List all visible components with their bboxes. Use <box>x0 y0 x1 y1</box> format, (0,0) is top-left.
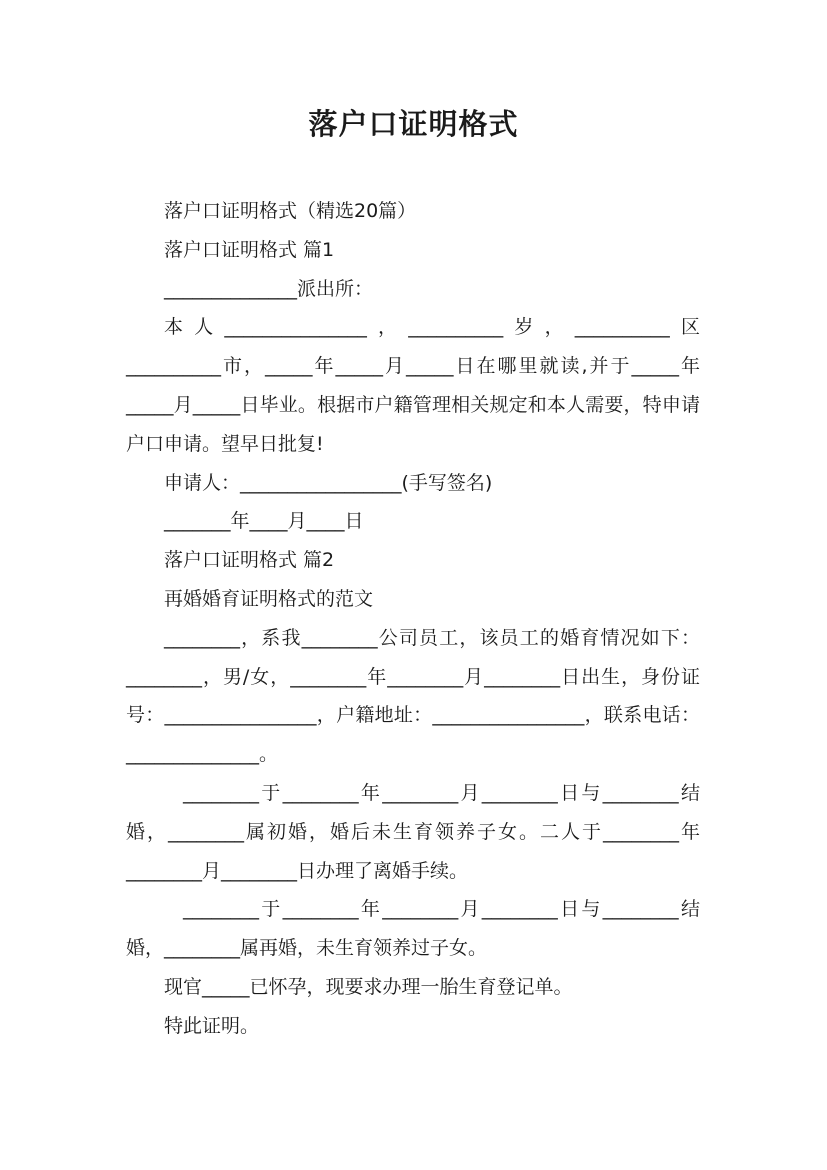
addressee-line: ______________派出所： <box>164 277 374 300</box>
applicant-signature-line: 申请人：_________________(手写签名) <box>164 471 493 494</box>
pregnancy-paragraph: 现官_____已怀孕，现要求办理一胎生育登记单。 <box>164 975 573 998</box>
statement-paragraph: 本人_______________，__________岁，__________区__________市，_____年_____月_____日在哪里就读,并于_____年_____月_____日毕业。根据市户籍管理相关规定和本人需要，特申请户口申请。望早日批复! <box>126 316 700 455</box>
remarriage-paragraph: ________于________年________月________日与________结婚，________属再婚，未生育领养过子女。 <box>126 898 700 960</box>
first-marriage-paragraph: ________于________年________月________日与________结婚，________属初婚，婚后未生育领养子女。二人于________年________月________日办理了离婚手续。 <box>126 781 700 882</box>
document-title: 落户口证明格式 <box>308 107 519 141</box>
document-body <box>126 192 700 1046</box>
section-heading-1: 落户口证明格式 篇1 <box>164 238 335 261</box>
intro-paragraph: 落户口证明格式（精选20篇） <box>164 200 417 222</box>
date-line: _______年____月____日 <box>164 510 364 533</box>
section-heading-2: 落户口证明格式 篇2 <box>164 549 335 572</box>
sample-title: 再婚婚育证明格式的范文 <box>164 587 374 610</box>
closing-line: 特此证明。 <box>164 1014 260 1037</box>
employee-paragraph: ________，系我________公司员工，该员工的婚育情况如下：________，男/女，________年________月________日出生，身份证号：________________，户籍地址：________________，联系电话：______________。 <box>126 626 700 766</box>
